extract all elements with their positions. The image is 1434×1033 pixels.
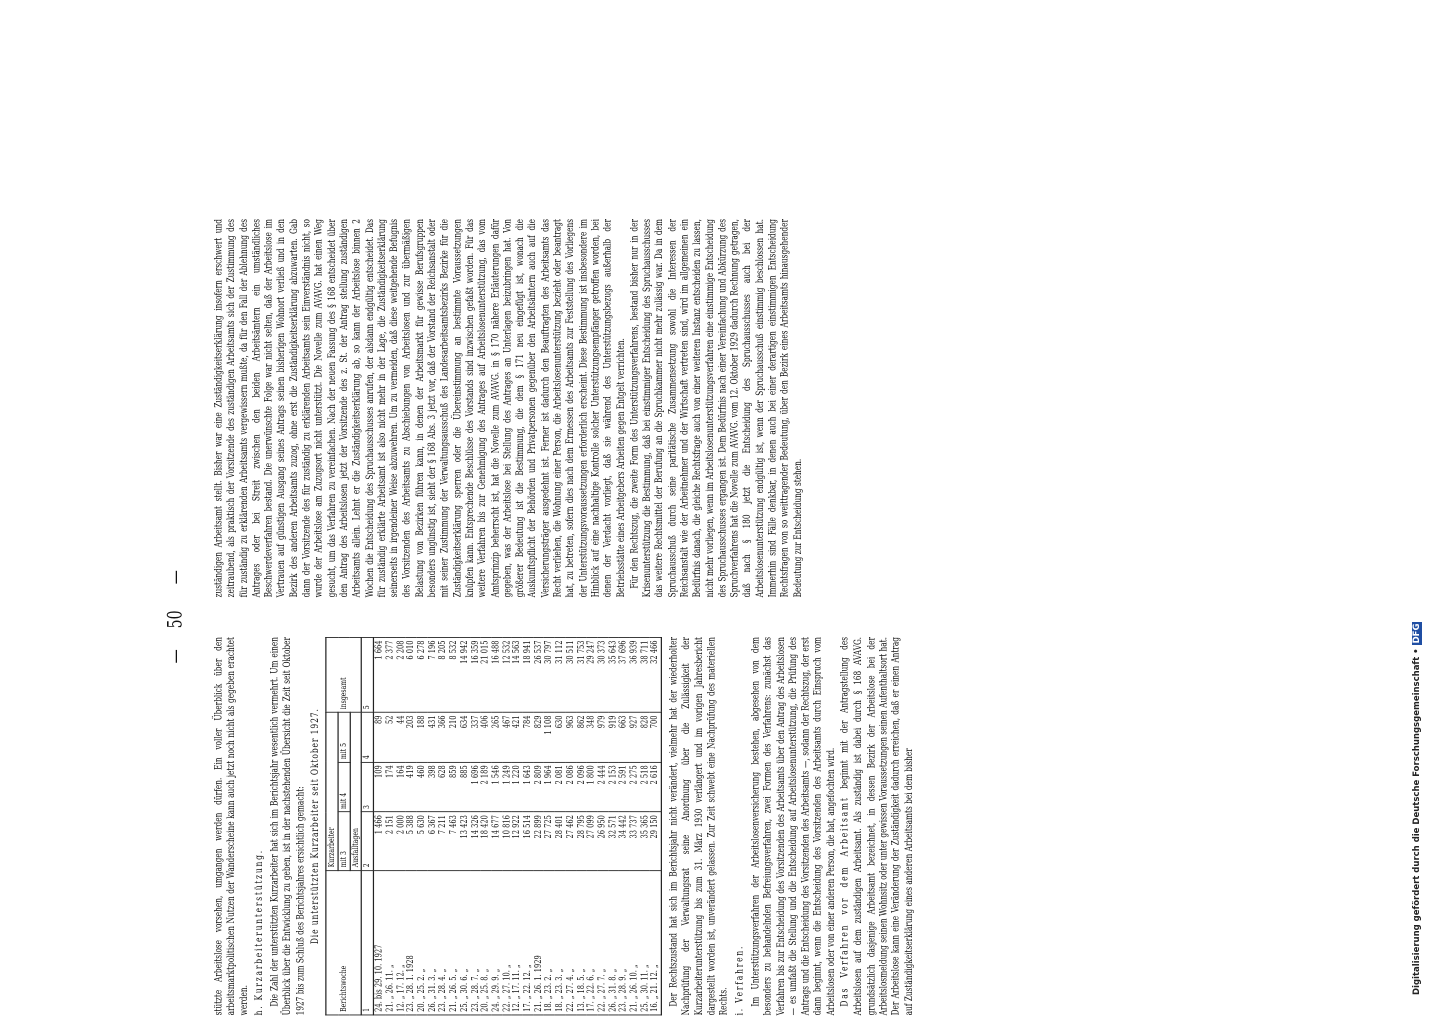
cell-value: 1 800 — [587, 762, 598, 812]
cell-value: 7 196 — [427, 637, 438, 712]
cell-value: 27 725 — [544, 812, 555, 870]
header-dash-right: — — [163, 570, 187, 585]
cell-value: 1 964 — [544, 762, 555, 812]
cell-value: 174 — [385, 762, 396, 812]
section-i-paragraph: Im Unterstützungsverfahren der Arbeitslosenversicherung bestehen, abgesehen von dem besonders zu behandelnden Befreiungsverfahren, zwei Formen des Verfahrens: zunächst das Verfahren bis zur Entscheidung des Vorsitzenden des Arbeitsamts über den Antrag des Arbeitslosen — es umfaßt die Stellung und die Entscheidung auf Arbeitslosenunterstützung, die Prüfung des Antrags und die Entscheidung des Vorsitzenden des Arbeitsamts —, sodann der Rechtszug, der erst dann beginnt, wenn die Entscheidung des Vorsitzenden des Arbeitsamts durch Einspruch vom Arbeitslosen oder von einer anderen Person, die hat, angefochten wird. — [748, 637, 837, 1016]
cell-value: 1 249 — [502, 762, 513, 812]
cell-value: 979 — [597, 712, 608, 762]
cell-value: 2 591 — [618, 762, 629, 812]
cell-week: 18. „ 23. 2. „ — [544, 870, 555, 1015]
right-paragraph-1: zuständigen Arbeitsamt stellt. Bisher war eine Zuständigkeitserklärung insofern erschwert und zeitraubend, als praktisch der Vorsitzende des zuständigen Arbeitsamts sich der Zustimmung des für zuständig zu erklärenden Arbeitsamts vergewissern mußte, da für den Fall der Ablehnung des Antrages oder bei Streit zwischen den beiden Arbeitsämtern ein umständliches Beschwerdeverfahren bestand. Die unerwünschte Folge war nicht selten, daß der Arbeitslose im Vertrauen auf günstigen Ausgang seines Antrags seinen bisherigen Wohnort verließ und in den Bezirk des anderen Arbeitsamts zuzog, ohne erst die Zuständigkeitserklärung abzuwarten. Gab dann der Vorsitzende des für zuständig zu erklärenden Arbeitsamts sein Einverständnis nicht, so wurde der Arbeitslose am Zuzugsort nicht unterstützt. Die Novelle zum AVAVG. hat einen Weg gesucht, um das Verfahren zu vereinfachen. Nach der neuen Fassung des § 168 entscheidet über den Antrag des Arbeitslosen jetzt der Vorsitzende des z. St. der Antrag stellung zuständigen Arbeitsamts allein. Lehnt er die Zuständigkeitserklärung ab, so kann der Arbeitslose binnen 2 Wochen die Entscheidung des Spruchausschusses anrufen, der alsdann endgültig entscheidet. Das für zuständig erklärte Arbeitsamt ist also nicht mehr in der Lage, die Zuständigkeitserklärung seinerseits in irgendeiner Weise abzuwehren. Um zu vermeiden, daß diese weitgehende Befugnis des Vorsitzenden des Arbeitsamts zu Abschiebungen von Arbeitslosen und zur übermäßigen Belastung von Bezirken führen kann, in denen der Arbeitsmarkt für gewisse Berufsgruppen besonders ungünstig ist, sieht der § 168 Abs. 3 jetzt vor, daß der Vorstand der Reichsanstalt oder mit seiner Zustimmung der Verwaltungsausschuß des Landesarbeitsamtsbezirks Bezirke für die Zuständigkeitserklärung sperren oder die Übereinstimmung an bestimmte Voraussetzungen knüpfen kann. Entsprechende Beschlüsse des Vorstands sind inzwischen gefaßt worden. Für das weitere Verfahren bis zur Genehmigung des Antrages auf Arbeitslosenunterstützung, das vom Amtsprinzip beherrscht ist, hat die Novelle zum AVAVG. in § 170 nähere Erläuterungen dafür gegeben, was der Arbeitslose bei Stellung des Antrages an Unterlagen beizubringen hat. Von größerer Bedeutung ist die Bestimmung, die dem § 171 neu eingefügt ist, wonach die Auskunftspflicht der Behörden und Privatpersonen gegenüber den Arbeitsämtern auch auf die Versicherungsträger ausgedehnt ist. Ferner ist dadurch den Beauftragten des Arbeitsamts das Recht verliehen, die Wohnung einer Person, die Arbeitslosenunterstützung bezieht oder beantragt hat, zu betreten, sofern dies nach dem Ermessen des Arbeitsamts zur Feststellung des Vorliegens der Unterstützungsvoraussetzungen erforderlich erscheint. Diese Bestimmung ist insbesondere im Hinblick auf eine nachhaltige Kontrolle solcher Unterstützungsempfänger getroffen worden, bei denen der Verdacht vorliegt, daß sie während des Unterstützungsbezugs außerhalb der Betriebsstätte eines Arbeitgebers Arbeiten gegen Entgelt verrichten. — [211, 219, 626, 598]
cell-value: 30 373 — [597, 637, 608, 712]
cell-week: 12. „ 17. 11. „ — [512, 870, 523, 1015]
table-row — [650, 637, 661, 1015]
cell-value: 31 112 — [555, 637, 566, 712]
cell-value: 2 081 — [555, 762, 566, 812]
cell-value: 2 151 — [385, 812, 396, 870]
rotated-page-content — [163, 153, 1434, 1033]
cell-value: 398 — [427, 762, 438, 812]
cell-value: 109 — [374, 762, 385, 812]
cell-value: 52 — [385, 712, 396, 762]
cell-week: 23. „ 28. 1. 1928 — [406, 870, 417, 1015]
cell-value: 419 — [406, 762, 417, 812]
cell-value: 18 420 — [480, 812, 491, 870]
cell-week: 23. „ 28. 9. „ — [618, 870, 629, 1015]
cell-value: 784 — [523, 712, 534, 762]
cell-value: 1 220 — [512, 762, 523, 812]
cell-week: 21. „ 26. 5. „ — [449, 870, 460, 1015]
cell-value: 7 211 — [438, 812, 449, 870]
page-body — [163, 153, 1383, 1033]
cell-week: 17. „ 22. 6. „ — [587, 870, 598, 1015]
cell-value: 2 377 — [385, 637, 396, 712]
cell-value: 28 401 — [555, 812, 566, 870]
cell-value: 29 247 — [587, 637, 598, 712]
cell-value: 203 — [406, 712, 417, 762]
cell-week: 22. „ 27. 10. „ — [502, 870, 513, 1015]
header-num-4: 4 — [362, 712, 374, 762]
cell-value: 13 423 — [459, 812, 470, 870]
cell-week: 22. „ 27. 4. „ — [565, 870, 576, 1015]
cell-value: 22 899 — [534, 812, 545, 870]
cell-value: 1 643 — [523, 762, 534, 812]
section-heading-h: h. Kurzarbeiterunterstützung. — [253, 849, 266, 1016]
cell-week: 16. „ 21. 12. „ — [650, 870, 661, 1015]
cell-value: 2 275 — [629, 762, 640, 812]
left-column — [212, 637, 916, 1015]
cell-value: 337 — [470, 712, 481, 762]
stamp-text: Digitalisierung gefördert durch die Deutsche Forschungsgemeinschaft • — [1412, 648, 1422, 995]
cell-week: 25. „ 30. 6. „ — [459, 870, 470, 1015]
cell-value: 16 514 — [523, 812, 534, 870]
cell-value: 12 922 — [512, 812, 523, 870]
cell-value: 348 — [587, 712, 598, 762]
cell-value: 14 563 — [512, 637, 523, 712]
cell-value: 188 — [417, 712, 428, 762]
cell-value: 10 816 — [502, 812, 513, 870]
cell-week: 24. „ 29. 9. „ — [491, 870, 502, 1015]
header-num-1: 1 — [362, 870, 374, 1015]
cell-value: 1 664 — [374, 637, 385, 712]
section-heading-i: i. Verfahren. — [733, 944, 746, 1016]
cell-value: 265 — [491, 712, 502, 762]
cell-week: 20. „ 25. 8. „ — [480, 870, 491, 1015]
verfahren-paragraph — [838, 637, 915, 1015]
cell-value: 5 388 — [406, 812, 417, 870]
cell-value: 829 — [534, 712, 545, 762]
cell-value: 2 096 — [576, 762, 587, 812]
digitization-stamp — [1399, 0, 1434, 1000]
cell-value: 467 — [502, 712, 513, 762]
cell-week: 23. „ 28. 7. „ — [470, 870, 481, 1015]
cell-value: 1 546 — [491, 762, 502, 812]
cell-value: 630 — [555, 712, 566, 762]
cell-value: 12 532 — [502, 637, 513, 712]
cell-value: 2 809 — [534, 762, 545, 812]
cell-value: 8 205 — [438, 637, 449, 712]
cell-value: 1 466 — [374, 812, 385, 870]
header-ausfall: Ausfalltagen — [350, 712, 362, 870]
cell-value: 16 359 — [470, 637, 481, 712]
cell-value: 89 — [374, 712, 385, 762]
intro-paragraph: stützte Arbeitslose vorsehen, umgangen werden dürfen. Ein voller Überblick über den arbeitsmarktpolitischen Nutzen der Wanderscheine kann auch jetzt noch nicht als gegeben erachtet werden. — [211, 637, 250, 1016]
cell-week: 20. „ 25. 2. „ — [417, 870, 428, 1015]
cell-value: 6 367 — [427, 812, 438, 870]
cell-value: 406 — [480, 712, 491, 762]
cell-value: 29 150 — [650, 812, 661, 870]
cell-value: 927 — [629, 712, 640, 762]
cell-value: 30 797 — [544, 637, 555, 712]
cell-week: 26. „ 31. 8. „ — [608, 870, 619, 1015]
header-total: insgesamt — [326, 637, 362, 712]
cell-value: 628 — [438, 762, 449, 812]
cell-value: 2 518 — [640, 762, 651, 812]
cell-value: 1 696 — [470, 762, 481, 812]
cell-value: 2 086 — [565, 762, 576, 812]
cell-value: 828 — [640, 712, 651, 762]
cell-value: 2 616 — [650, 762, 661, 812]
cell-value: 27 099 — [587, 812, 598, 870]
cell-value: 366 — [438, 712, 449, 762]
cell-week: 25. „ 30. 11. „ — [640, 870, 651, 1015]
cell-value: 21 015 — [480, 637, 491, 712]
cell-value: 32 466 — [650, 637, 661, 712]
cell-value: 885 — [459, 762, 470, 812]
cell-value: 2 189 — [480, 762, 491, 812]
cell-value: 14 326 — [470, 812, 481, 870]
cell-value: 2 000 — [396, 812, 407, 870]
after-table-paragraph: Der Rechtszustand hat sich im Berichtsjahr nicht verändert, vielmehr hat der wiederholter Nachprüfung der Verwaltungsrat seine Anordnung über die Zulässigkeit der Kurzarbeiterunterstützung bis zum 31. März 1930 verlängert und im vorigen Jahresbericht dargestellt worden ist, unverändert gelassen. Zur Zeit schwebt eine Nachprüfung des materiellen Rechts. — [667, 637, 730, 1016]
header-mit3: mit 3 — [338, 812, 350, 870]
cell-value: 14 677 — [491, 812, 502, 870]
cell-value: 8 532 — [449, 637, 460, 712]
cell-value: 5 630 — [417, 812, 428, 870]
cell-value: 963 — [565, 712, 576, 762]
cell-value: 164 — [396, 762, 407, 812]
table-body — [374, 637, 662, 1015]
cell-value: 44 — [396, 712, 407, 762]
cell-value: 32 571 — [608, 812, 619, 870]
cell-week: 26. „ 31. 3. „ — [427, 870, 438, 1015]
cell-value: 1 108 — [544, 712, 555, 762]
cell-week: 13. „ 18. 5. „ — [576, 870, 587, 1015]
cell-week: 21. „ 26. 1. 1929 — [534, 870, 545, 1015]
stamp-text-line — [1412, 622, 1422, 995]
cell-value: 35 643 — [608, 637, 619, 712]
cell-value: 31 753 — [576, 637, 587, 712]
cell-value: 33 737 — [629, 812, 640, 870]
cell-value: 38 711 — [640, 637, 651, 712]
cell-value: 210 — [449, 712, 460, 762]
cell-value: 2 153 — [608, 762, 619, 812]
cell-week: 23. „ 28. 4. „ — [438, 870, 449, 1015]
cell-value: 421 — [512, 712, 523, 762]
header-group: Kurzarbeiter — [326, 712, 338, 870]
cell-value: 36 939 — [629, 637, 640, 712]
cell-value: 700 — [650, 712, 661, 762]
cell-value: 2 208 — [396, 637, 407, 712]
cell-value: 26 537 — [534, 637, 545, 712]
verfahren-heading: Das Verfahren vor dem Arbeitsamt — [838, 796, 852, 1007]
cell-value: 37 696 — [618, 637, 629, 712]
section-h-paragraph: Die Zahl der unterstützten Kurzarbeiter hat sich im Berichtsjahr wesentlich vermehrt. Um einen Überblick über die Entwicklung zu geben, ist in der nachstehenden Übersicht die Zeit seit Oktober 1927 bis zum Schluß des Berichtsjahres ersichtlich gemacht: — [268, 637, 306, 1016]
cell-value: 919 — [608, 712, 619, 762]
cell-value: 6 278 — [417, 637, 428, 712]
header-num-3: 3 — [362, 762, 374, 812]
cell-value: 6 010 — [406, 637, 417, 712]
cell-value: 862 — [576, 712, 587, 762]
right-column — [212, 219, 805, 597]
cell-week: 17. „ 22. 12. „ — [523, 870, 534, 1015]
cell-week: 21. „ 26. 10. „ — [629, 870, 640, 1015]
right-paragraph-2: Für den Rechtszug, die zweite Form des Unterstützungsverfahrens, bestand bisher nur in der Krisenunterstützung die Bestimmung, daß bei einstimmiger Entscheidung des Spruchausschusses das weitere Rechtsmittel der Berufung an die Spruchkammer nicht mehr zulässig war. Da in dem Spruchausschuß durch seine paritätische Zusammensetzung sowohl die Interessen der Reichsanstalt wie der Arbeitnehmer und der Wirtschaft vertreten sind, wird im allgemeinen ein Bedürfnis danach, die gleiche Rechtsfrage auch von einer weiteren Instanz entscheiden zu lassen, nicht mehr vorliegen, wenn im Arbeitslosenunterstützungsverfahren eine einstimmige Entscheidung des Spruchausschusses ergangen ist. Dem Bedürfnis nach einer Vereinfachung und Abkürzung des Spruchverfahrens hat die Novelle zum AVAVG. vom 12. Oktober 1929 dadurch Rechnung getragen, daß nach § 180 jetzt die Entscheidung des Spruchausschusses auch bei der Arbeitslosenunterstützung endgültig ist, wenn der Spruchausschuß einstimmig beschlossen hat. Immerhin sind Fälle denkbar, in denen auch bei einer derartigen einstimmigen Entscheidung Rechtsfragen von so weittragender Bedeutung, über den Bezirk eines Arbeitsamts hinausgehender Bedeutung zur Entscheidung stehen. — [627, 219, 804, 598]
cell-value: 14 942 — [459, 637, 470, 712]
header-dash-left: — — [163, 649, 187, 664]
cell-value: 431 — [427, 712, 438, 762]
table-caption: Die unterstützten Kurzarbeiter seit Oktober 1927. — [309, 708, 322, 945]
header-mit4: mit 4 — [338, 762, 350, 812]
cell-week: 18. „ 23. 3. „ — [555, 870, 566, 1015]
cell-value: 35 365 — [640, 812, 651, 870]
cell-value: 7 463 — [449, 812, 460, 870]
kurzarbeiter-table — [326, 637, 662, 1015]
cell-value: 26 950 — [597, 812, 608, 870]
page-number: 50 — [163, 610, 187, 629]
cell-value: 30 511 — [565, 637, 576, 712]
cell-value: 663 — [618, 712, 629, 762]
cell-week: 12. „ 17. 12. „ — [396, 870, 407, 1015]
cell-value: 34 442 — [618, 812, 629, 870]
header-week: Berichtswoche — [326, 870, 362, 1015]
cell-value: 28 795 — [576, 812, 587, 870]
cell-value: 16 488 — [491, 637, 502, 712]
header-mit5: mit 5 — [338, 712, 350, 762]
cell-week: 21. „ 26. 11. „ — [385, 870, 396, 1015]
cell-value: 460 — [417, 762, 428, 812]
cell-value: 18 941 — [523, 637, 534, 712]
cell-week: 24. bis 29. 10. 1927 — [374, 870, 385, 1015]
cell-week: 22. „ 27. 7. „ — [597, 870, 608, 1015]
header-num-2: 2 — [362, 812, 374, 870]
dfg-logo: DFG — [1412, 623, 1422, 644]
header-num-5: 5 — [362, 637, 374, 712]
cell-value: 859 — [449, 762, 460, 812]
cell-value: 634 — [459, 712, 470, 762]
verfahren-text: beginnt mit der Antragstellung des Arbeitslosen auf dem zuständigen Arbeitsamt. Als zuständig ist dabei durch § 168 AVAVG. grundsätzlich dasjenige Arbeitsamt bezeichnet, in dessen Bezirk der Arbeitslose bei der Arbeitslosmeldung seinen Wohnsitz oder unter gewissen Voraussetzungen seinen Aufenthaltsort hat. Der Arbeitslose kann eine Veränderung der Zuständigkeit dadurch erreichen, daß er einen Antrag auf Zuständigkeitserklärung eines anderen Arbeitsamts bei dem bisher — [837, 637, 914, 1016]
cell-value: 27 462 — [565, 812, 576, 870]
cell-value: 2 444 — [597, 762, 608, 812]
